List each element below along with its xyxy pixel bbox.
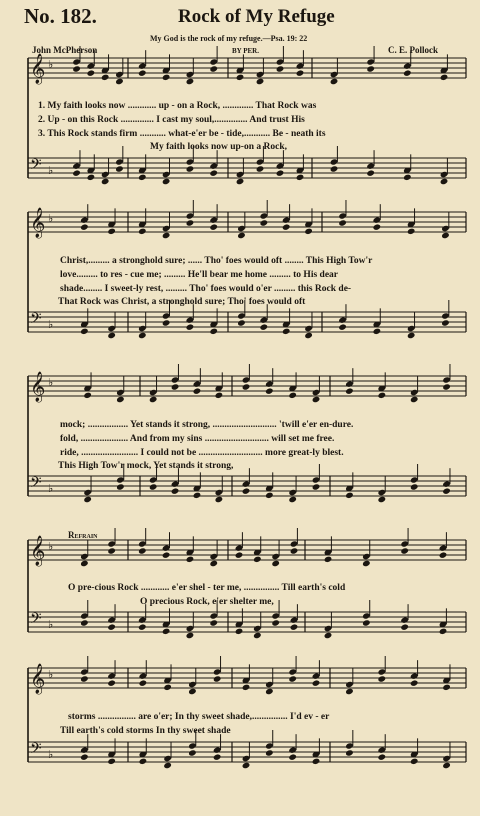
note-head (345, 492, 354, 499)
note-head (271, 560, 280, 567)
note-head (162, 74, 171, 81)
key-signature: ♭ (48, 668, 54, 681)
note-head (442, 762, 451, 769)
note-head (235, 551, 244, 558)
bass-lyric-line: O precious Rock, e'er shelter me, (140, 597, 274, 607)
note-head (236, 74, 245, 81)
bass-lyric-line: This High Tow'r mock, Yet stands it strong, (58, 461, 234, 471)
note-head (366, 65, 375, 72)
bass-lyric-line: That Rock was Christ, a stronghold sure; Tho' foes would oft (58, 297, 306, 307)
note-head (186, 556, 195, 563)
note-head (312, 483, 321, 490)
note-head (215, 392, 224, 399)
note-head (87, 69, 96, 76)
note-head (378, 675, 387, 682)
note-head (324, 632, 333, 639)
key-signature: ♭ (48, 58, 54, 71)
treble-clef: 𝄞 (30, 372, 46, 402)
treble-clef: 𝄞 (30, 664, 46, 694)
lyric-line: 1. My faith looks now ............ up - on a Rock, ............. That Rock was (38, 101, 317, 111)
note-head (242, 762, 251, 769)
note-head (138, 547, 147, 554)
note-head (400, 623, 409, 630)
hymn-title: Rock of My Refuge (178, 6, 335, 27)
note-head (149, 483, 158, 490)
note-head (80, 619, 89, 626)
note-head (83, 392, 92, 399)
note-head (366, 169, 375, 176)
note-head (215, 496, 224, 503)
key-signature: ♭ (48, 540, 54, 553)
bass-clef: 𝄢 (30, 474, 42, 495)
note-head (373, 328, 382, 335)
lyric-line: mock; ................. Yet stands it strong, ........................... 'twill e'er en-dure. (60, 420, 354, 430)
note-head (186, 632, 195, 639)
note-head (186, 165, 195, 172)
bass-lyric-line: Till earth's cold storms In thy sweet shade (60, 726, 231, 736)
bass-clef: 𝄢 (30, 610, 42, 631)
note-head (209, 560, 218, 567)
note-head (138, 174, 147, 181)
note-head (276, 65, 285, 72)
note-head (440, 74, 449, 81)
note-head (253, 556, 262, 563)
note-head (162, 628, 171, 635)
note-head (330, 78, 339, 85)
note-head (242, 684, 251, 691)
note-head (290, 623, 299, 630)
note-head (345, 387, 354, 394)
lyric-line: 2. Up - on this Rock .............. I cast my soul,.............. And trust His (38, 115, 305, 125)
bass-lyric-line: My faith looks now up-on a Rock, (150, 142, 287, 152)
note-head (304, 332, 313, 339)
note-head (407, 332, 416, 339)
lyricist-credit: John McPherson (32, 45, 98, 55)
note-head (265, 688, 274, 695)
note-head (193, 492, 202, 499)
note-head (378, 392, 387, 399)
note-head (80, 753, 89, 760)
note-head (403, 69, 412, 76)
note-head (338, 219, 347, 226)
note-head (107, 547, 116, 554)
note-head (439, 628, 448, 635)
note-head (80, 328, 89, 335)
note-head (282, 223, 291, 230)
note-head (209, 223, 218, 230)
note-head (138, 69, 147, 76)
note-head (242, 487, 251, 494)
note-head (345, 688, 354, 695)
note-head (242, 383, 251, 390)
note-head (288, 675, 297, 682)
note-head (162, 551, 171, 558)
note-head (296, 174, 305, 181)
note-head (345, 749, 354, 756)
note-head (312, 396, 321, 403)
lyric-line: love......... to res - cue me; ......... He'll bear me home ......... to His dear (60, 270, 338, 280)
note-head (83, 496, 92, 503)
note-head (440, 178, 449, 185)
note-head (256, 78, 265, 85)
note-head (171, 383, 180, 390)
note-head (107, 332, 116, 339)
note-head (237, 232, 246, 239)
treble-clef: 𝄞 (30, 536, 46, 566)
scripture-reference: My God is the rock of my refuge.—Psa. 19: 22 (150, 34, 308, 43)
note-head (442, 487, 451, 494)
lyric-line: ride, ........................ I could not be ........................... more great-ly blest. (60, 448, 344, 458)
note-head (378, 753, 387, 760)
note-head (410, 758, 419, 765)
note-head (209, 65, 218, 72)
note-head (373, 223, 382, 230)
note-head (276, 169, 285, 176)
permission-note: BY PER. (232, 47, 259, 55)
note-head (288, 496, 297, 503)
key-signature: ♭ (48, 318, 54, 331)
bass-clef: 𝄢 (30, 156, 42, 177)
note-head (138, 623, 147, 630)
note-head (101, 74, 110, 81)
note-head (107, 758, 116, 765)
note-head (116, 483, 125, 490)
note-head (236, 178, 245, 185)
note-head (116, 396, 125, 403)
note-head (442, 684, 451, 691)
note-head (237, 319, 246, 326)
note-head (87, 174, 96, 181)
key-signature: ♭ (48, 748, 54, 761)
note-head (115, 78, 124, 85)
note-head (378, 496, 387, 503)
note-head (312, 679, 321, 686)
note-head (330, 165, 339, 172)
note-head (101, 178, 110, 185)
note-head (115, 165, 124, 172)
note-head (260, 323, 269, 330)
note-head (139, 758, 148, 765)
note-head (400, 547, 409, 554)
note-head (296, 69, 305, 76)
note-head (107, 228, 116, 235)
note-head (138, 228, 147, 235)
note-head (162, 319, 171, 326)
note-head (256, 165, 265, 172)
note-head (188, 688, 197, 695)
note-head (407, 228, 416, 235)
note-head (72, 169, 81, 176)
note-head (439, 551, 448, 558)
note-head (186, 219, 195, 226)
note-head (209, 328, 218, 335)
hymn-number: No. 182. (24, 4, 97, 28)
key-signature: ♭ (48, 618, 54, 631)
note-head (253, 632, 262, 639)
note-head (186, 78, 195, 85)
note-head (213, 675, 222, 682)
note-head (213, 753, 222, 760)
note-head (282, 328, 291, 335)
refrain-label: Refrain (68, 530, 98, 540)
note-head (410, 396, 419, 403)
note-head (80, 223, 89, 230)
note-head (312, 758, 321, 765)
note-head (80, 675, 89, 682)
note-head (107, 623, 116, 630)
note-head (163, 684, 172, 691)
note-head (265, 749, 274, 756)
note-head (410, 679, 419, 686)
note-head (441, 232, 450, 239)
note-head (410, 483, 419, 490)
note-head (72, 65, 81, 72)
note-head (442, 383, 451, 390)
composer-credit: C. E. Pollock (388, 45, 439, 55)
note-head (138, 332, 147, 339)
lyric-line: storms ................ are o'er; In thy sweet shade,............... I'd ev - er (68, 712, 330, 722)
note-head (107, 679, 116, 686)
note-head (80, 560, 89, 567)
key-signature: ♭ (48, 376, 54, 389)
note-head (290, 547, 299, 554)
note-head (139, 679, 148, 686)
note-head (362, 560, 371, 567)
note-head (288, 392, 297, 399)
lyric-line: Christ,......... a stronghold sure; ...... Tho' foes would oft ........ This High Tow'r (60, 256, 373, 266)
key-signature: ♭ (48, 164, 54, 177)
note-head (362, 619, 371, 626)
treble-clef: 𝄞 (30, 208, 46, 238)
note-head (441, 319, 450, 326)
note-head (162, 178, 171, 185)
note-head (171, 487, 180, 494)
note-head (324, 556, 333, 563)
bass-clef: 𝄢 (30, 310, 42, 331)
note-head (304, 228, 313, 235)
key-signature: ♭ (48, 482, 54, 495)
note-head (186, 323, 195, 330)
lyric-line: fold, .................... And from my sins ........................... will set me free. (60, 434, 335, 444)
note-head (338, 323, 347, 330)
note-head (209, 619, 218, 626)
note-head (188, 749, 197, 756)
note-head (271, 619, 280, 626)
note-head (265, 492, 274, 499)
lyric-line: O pre-cious Rock ............ e'er shel - ter me, ............... Till earth's cold (68, 583, 346, 593)
note-head (163, 762, 172, 769)
bass-clef: 𝄢 (30, 740, 42, 761)
note-head (162, 232, 171, 239)
lyric-line: 3. This Rock stands firm ........... what-e'er be - tide,........... Be - neath its (38, 129, 326, 139)
note-head (260, 219, 269, 226)
note-head (403, 174, 412, 181)
treble-clef: 𝄞 (30, 54, 46, 84)
note-head (209, 169, 218, 176)
note-head (265, 387, 274, 394)
note-head (149, 396, 158, 403)
key-signature: ♭ (48, 212, 54, 225)
note-head (288, 753, 297, 760)
lyric-line: shade........ I sweet-ly rest, ......... Tho' foes would o'er ......... this Rock de- (60, 284, 352, 294)
note-head (193, 387, 202, 394)
note-head (235, 628, 244, 635)
